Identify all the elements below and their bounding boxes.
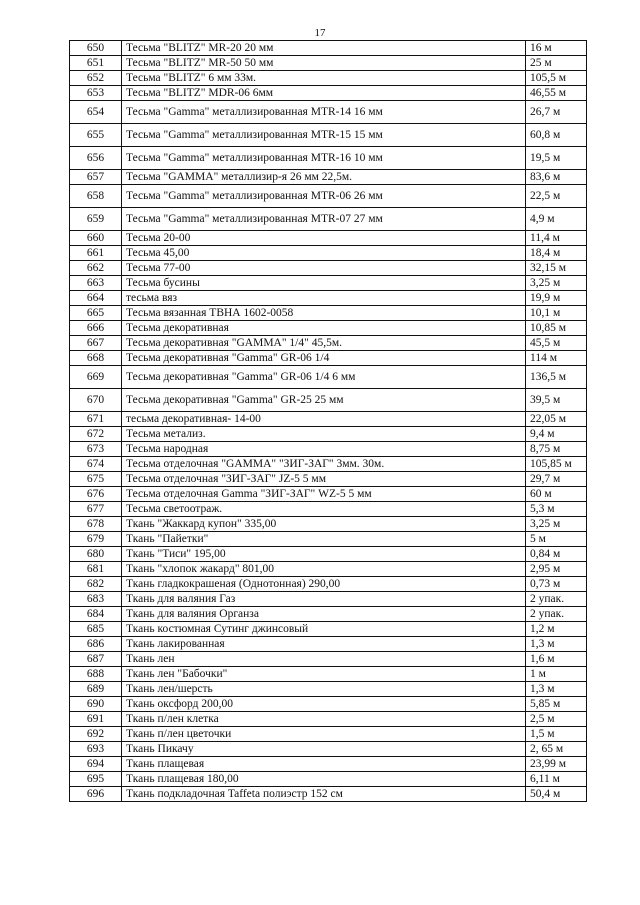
table-row (70, 697, 587, 712)
quantity-cell: 22,5 м (526, 185, 587, 208)
item-name-cell: Тесьма "BLITZ" MR-50 50 мм (122, 56, 526, 71)
item-name-cell: Ткань подкладочная Taffeta полиэстр 152 см (122, 787, 526, 802)
table-row (70, 757, 587, 772)
quantity-cell: 16 м (526, 41, 587, 56)
item-name-cell: Ткань лен/шерсть (122, 682, 526, 697)
quantity-cell: 2 упак. (526, 607, 587, 622)
quantity-cell: 2, 65 м (526, 742, 587, 757)
row-number-cell: 652 (70, 71, 122, 86)
quantity-cell: 5 м (526, 532, 587, 547)
quantity-cell: 8,75 м (526, 442, 587, 457)
table-row (70, 532, 587, 547)
item-name-cell: Ткань п/лен цветочки (122, 727, 526, 742)
table-row (70, 667, 587, 682)
row-number-cell: 673 (70, 442, 122, 457)
item-name-cell: Ткань лен (122, 652, 526, 667)
quantity-cell: 11,4 м (526, 231, 587, 246)
table-row (70, 442, 587, 457)
item-name-cell: Ткань "Тиси" 195,00 (122, 547, 526, 562)
quantity-cell: 60 м (526, 487, 587, 502)
row-number-cell: 677 (70, 502, 122, 517)
table-row (70, 246, 587, 261)
row-number-cell: 657 (70, 170, 122, 185)
item-name-cell: Ткань лен "Бабочки" (122, 667, 526, 682)
item-name-cell: Тесьма "Gamma" металлизированная MTR-07 27 мм (122, 208, 526, 231)
table-row (70, 56, 587, 71)
item-name-cell: Ткань п/лен клетка (122, 712, 526, 727)
quantity-cell: 1,3 м (526, 682, 587, 697)
item-name-cell: Тесьма "Gamma" металлизированная MTR-06 26 мм (122, 185, 526, 208)
item-name-cell: Ткань для валяния Органза (122, 607, 526, 622)
quantity-cell: 39,5 м (526, 389, 587, 412)
row-number-cell: 662 (70, 261, 122, 276)
item-name-cell: Ткань плащевая (122, 757, 526, 772)
quantity-cell: 26,7 м (526, 101, 587, 124)
row-number-cell: 681 (70, 562, 122, 577)
quantity-cell: 25 м (526, 56, 587, 71)
item-name-cell: Тесьма "GAMMA" металлизир-я 26 мм 22,5м. (122, 170, 526, 185)
quantity-cell: 50,4 м (526, 787, 587, 802)
quantity-cell: 45,5 м (526, 336, 587, 351)
quantity-cell: 23,99 м (526, 757, 587, 772)
table-row (70, 577, 587, 592)
item-name-cell: Ткань плащевая 180,00 (122, 772, 526, 787)
table-row (70, 472, 587, 487)
row-number-cell: 661 (70, 246, 122, 261)
item-name-cell: Тесьма "Gamma" металлизированная MTR-14 16 мм (122, 101, 526, 124)
table-row (70, 321, 587, 336)
row-number-cell: 696 (70, 787, 122, 802)
table-row (70, 712, 587, 727)
table-row (70, 147, 587, 170)
quantity-cell: 32,15 м (526, 261, 587, 276)
row-number-cell: 693 (70, 742, 122, 757)
table-row (70, 787, 587, 802)
table-row (70, 592, 587, 607)
item-name-cell: Тесьма 45,00 (122, 246, 526, 261)
row-number-cell: 685 (70, 622, 122, 637)
quantity-cell: 4,9 м (526, 208, 587, 231)
row-number-cell: 683 (70, 592, 122, 607)
item-name-cell: Тесьма "Gamma" металлизированная MTR-16 10 мм (122, 147, 526, 170)
row-number-cell: 669 (70, 366, 122, 389)
table-row (70, 276, 587, 291)
table-row (70, 185, 587, 208)
row-number-cell: 686 (70, 637, 122, 652)
row-number-cell: 654 (70, 101, 122, 124)
table-row (70, 682, 587, 697)
item-name-cell: Тесьма "BLITZ" MDR-06 6мм (122, 86, 526, 101)
table-row (70, 261, 587, 276)
row-number-cell: 663 (70, 276, 122, 291)
row-number-cell: 692 (70, 727, 122, 742)
table-row (70, 336, 587, 351)
item-name-cell: Ткань костюмная Сутинг джинсовый (122, 622, 526, 637)
item-name-cell: Тесьма декоративная "GAMMA" 1/4" 45,5м. (122, 336, 526, 351)
table-row (70, 427, 587, 442)
row-number-cell: 695 (70, 772, 122, 787)
row-number-cell: 670 (70, 389, 122, 412)
table-row (70, 208, 587, 231)
item-name-cell: Тесьма декоративная "Gamma" GR-06 1/4 6 мм (122, 366, 526, 389)
item-name-cell: Ткань гладкокрашеная (Однотонная) 290,00 (122, 577, 526, 592)
row-number-cell: 666 (70, 321, 122, 336)
row-number-cell: 689 (70, 682, 122, 697)
row-number-cell: 667 (70, 336, 122, 351)
table-row (70, 124, 587, 147)
table-row (70, 457, 587, 472)
item-name-cell: Тесьма 77-00 (122, 261, 526, 276)
item-name-cell: Тесьма светоотраж. (122, 502, 526, 517)
row-number-cell: 691 (70, 712, 122, 727)
item-name-cell: Тесьма декоративная "Gamma" GR-25 25 мм (122, 389, 526, 412)
row-number-cell: 684 (70, 607, 122, 622)
row-number-cell: 664 (70, 291, 122, 306)
quantity-cell: 46,55 м (526, 86, 587, 101)
quantity-cell: 2,95 м (526, 562, 587, 577)
item-name-cell: Тесьма "BLITZ" MR-20 20 мм (122, 41, 526, 56)
row-number-cell: 687 (70, 652, 122, 667)
row-number-cell: 676 (70, 487, 122, 502)
quantity-cell: 18,4 м (526, 246, 587, 261)
quantity-cell: 60,8 м (526, 124, 587, 147)
quantity-cell: 105,5 м (526, 71, 587, 86)
row-number-cell: 651 (70, 56, 122, 71)
table-row (70, 231, 587, 246)
quantity-cell: 0,84 м (526, 547, 587, 562)
item-name-cell: Тесьма вязанная ТВНА 1602-0058 (122, 306, 526, 321)
quantity-cell: 10,1 м (526, 306, 587, 321)
quantity-cell: 1,3 м (526, 637, 587, 652)
item-name-cell: Тесьма отделочная "GAMMA" "ЗИГ-ЗАГ" 3мм. 30м. (122, 457, 526, 472)
quantity-cell: 3,25 м (526, 517, 587, 532)
row-number-cell: 675 (70, 472, 122, 487)
row-number-cell: 658 (70, 185, 122, 208)
table-row (70, 170, 587, 185)
table-row (70, 71, 587, 86)
row-number-cell: 679 (70, 532, 122, 547)
item-name-cell: Тесьма народная (122, 442, 526, 457)
inventory-table-body (70, 41, 587, 802)
quantity-cell: 1 м (526, 667, 587, 682)
row-number-cell: 653 (70, 86, 122, 101)
row-number-cell: 694 (70, 757, 122, 772)
row-number-cell: 674 (70, 457, 122, 472)
row-number-cell: 672 (70, 427, 122, 442)
table-row (70, 772, 587, 787)
quantity-cell: 2 упак. (526, 592, 587, 607)
row-number-cell: 665 (70, 306, 122, 321)
item-name-cell: Тесьма бусины (122, 276, 526, 291)
table-row (70, 622, 587, 637)
table-row (70, 742, 587, 757)
table-row (70, 652, 587, 667)
item-name-cell: тесьма декоративная- 14-00 (122, 412, 526, 427)
quantity-cell: 22,05 м (526, 412, 587, 427)
table-row (70, 306, 587, 321)
item-name-cell: Ткань лакированная (122, 637, 526, 652)
table-row (70, 291, 587, 306)
inventory-table (69, 40, 587, 802)
quantity-cell: 10,85 м (526, 321, 587, 336)
row-number-cell: 671 (70, 412, 122, 427)
table-row (70, 562, 587, 577)
row-number-cell: 682 (70, 577, 122, 592)
table-row (70, 351, 587, 366)
row-number-cell: 690 (70, 697, 122, 712)
quantity-cell: 29,7 м (526, 472, 587, 487)
quantity-cell: 3,25 м (526, 276, 587, 291)
table-row (70, 389, 587, 412)
table-row (70, 41, 587, 56)
quantity-cell: 9,4 м (526, 427, 587, 442)
item-name-cell: Ткань "Пайетки" (122, 532, 526, 547)
table-row (70, 727, 587, 742)
row-number-cell: 656 (70, 147, 122, 170)
quantity-cell: 5,85 м (526, 697, 587, 712)
quantity-cell: 1,6 м (526, 652, 587, 667)
table-row (70, 502, 587, 517)
quantity-cell: 1,5 м (526, 727, 587, 742)
item-name-cell: Ткань для валяния Газ (122, 592, 526, 607)
quantity-cell: 105,85 м (526, 457, 587, 472)
row-number-cell: 660 (70, 231, 122, 246)
row-number-cell: 678 (70, 517, 122, 532)
quantity-cell: 0,73 м (526, 577, 587, 592)
quantity-cell: 114 м (526, 351, 587, 366)
row-number-cell: 655 (70, 124, 122, 147)
quantity-cell: 2,5 м (526, 712, 587, 727)
item-name-cell: Тесьма "BLITZ" 6 мм 33м. (122, 71, 526, 86)
quantity-cell: 1,2 м (526, 622, 587, 637)
quantity-cell: 6,11 м (526, 772, 587, 787)
item-name-cell: Тесьма метализ. (122, 427, 526, 442)
item-name-cell: Тесьма декоративная (122, 321, 526, 336)
quantity-cell: 19,5 м (526, 147, 587, 170)
table-row (70, 366, 587, 389)
table-row (70, 547, 587, 562)
table-row (70, 637, 587, 652)
item-name-cell: тесьма вяз (122, 291, 526, 306)
row-number-cell: 688 (70, 667, 122, 682)
table-row (70, 101, 587, 124)
row-number-cell: 659 (70, 208, 122, 231)
quantity-cell: 5,3 м (526, 502, 587, 517)
item-name-cell: Тесьма отделочная "ЗИГ-ЗАГ" JZ-5 5 мм (122, 472, 526, 487)
quantity-cell: 83,6 м (526, 170, 587, 185)
table-row (70, 607, 587, 622)
page-number: 17 (314, 27, 326, 39)
quantity-cell: 136,5 м (526, 366, 587, 389)
item-name-cell: Ткань "Жаккард купон" 335,00 (122, 517, 526, 532)
table-row (70, 86, 587, 101)
item-name-cell: Тесьма отделочная Gamma "ЗИГ-ЗАГ" WZ-5 5 мм (122, 487, 526, 502)
row-number-cell: 650 (70, 41, 122, 56)
item-name-cell: Ткань "хлопок жакард" 801,00 (122, 562, 526, 577)
quantity-cell: 19,9 м (526, 291, 587, 306)
table-row (70, 487, 587, 502)
table-row (70, 412, 587, 427)
row-number-cell: 668 (70, 351, 122, 366)
item-name-cell: Ткань оксфорд 200,00 (122, 697, 526, 712)
item-name-cell: Тесьма "Gamma" металлизированная MTR-15 15 мм (122, 124, 526, 147)
table-row (70, 517, 587, 532)
item-name-cell: Тесьма декоративная "Gamma" GR-06 1/4 (122, 351, 526, 366)
item-name-cell: Ткань Пикачу (122, 742, 526, 757)
item-name-cell: Тесьма 20-00 (122, 231, 526, 246)
row-number-cell: 680 (70, 547, 122, 562)
